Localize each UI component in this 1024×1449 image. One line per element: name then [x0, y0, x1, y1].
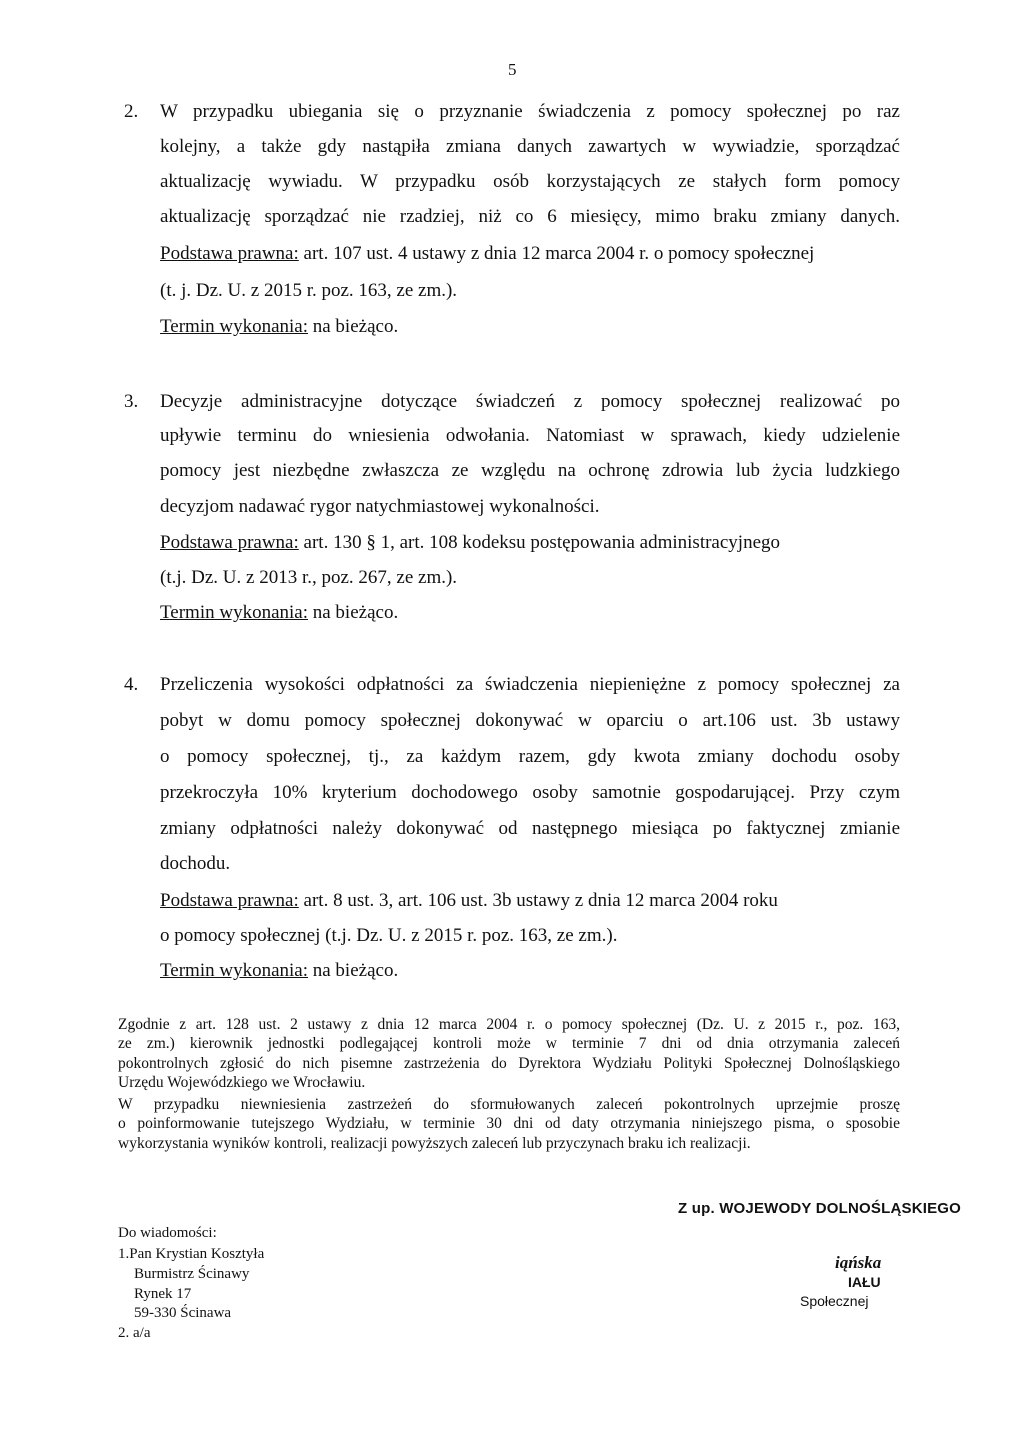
legal-basis-continued: o pomocy społecznej (t.j. Dz. U. z 2015 r. poz. 163, ze zm.).	[160, 925, 618, 946]
paragraph-line: przekroczyła 10% kryterium dochodowego osoby samotnie gospodarującej. Przy czym	[160, 782, 900, 803]
distribution-heading: Do wiadomości:	[118, 1225, 217, 1241]
paragraph-line: pomocy jest niezbędne zwłaszcza ze względu na ochronę zdrowia lub życia ludzkiego	[160, 460, 900, 481]
deadline	[160, 316, 900, 338]
legal-basis-label: Podstawa prawna:	[160, 532, 299, 553]
paragraph-line: o pomocy społecznej, tj., za każdym razem, gdy kwota zmiany dochodu osoby	[160, 746, 900, 767]
deadline-label: Termin wykonania:	[160, 960, 308, 981]
footnote-line: ze zm.) kierownik jednostki podlegającej kontroli może w terminie 7 dni od dnia otrzymania zaleceń	[118, 1035, 900, 1052]
item-number: 4.	[124, 674, 139, 695]
paragraph-line: Decyzje administracyjne dotyczące świadczeń z pomocy społecznej realizować po	[160, 391, 900, 412]
paragraph-line: pobyt w domu pomocy społecznej dokonywać w oparciu o art.106 ust. 3b ustawy	[160, 710, 900, 731]
paragraph-line: aktualizację wywiadu. W przypadku osób korzystających ze stałych form pomocy	[160, 171, 900, 192]
legal-basis-label: Podstawa prawna:	[160, 243, 299, 264]
footnote-line: Urzędu Wojewódzkiego we Wrocławiu.	[118, 1074, 366, 1091]
distribution-item: 2. a/a	[118, 1325, 151, 1341]
legal-basis-text: art. 130 § 1, art. 108 kodeksu postępowania administracyjnego	[298, 532, 781, 553]
footnote-line: pokontrolnych zgłosić do nich pisemne zastrzeżenia do Dyrektora Wydziału Polityki Społecznej Dolnośląskiego	[118, 1055, 900, 1072]
paragraph-line: zmiany odpłatności należy dokonywać od następnego miesiąca po faktycznej zmianie	[160, 818, 900, 839]
stamp-title: Z up. WOJEWODY DOLNOŚLĄSKIEGO	[678, 1200, 962, 1217]
deadline-label: Termin wykonania:	[160, 316, 308, 337]
item-number: 2.	[124, 101, 139, 122]
stamp-name: iąńska	[835, 1253, 882, 1272]
footnote-line: W przypadku niewniesienia zastrzeżeń do sformułowanych zaleceń pokontrolnych uprzejmie proszę	[118, 1096, 900, 1113]
paragraph-line: decyzjom nadawać rygor natychmiastowej wykonalności.	[160, 496, 600, 517]
footnote-line: o poinformowanie tutejszego Wydziału, w terminie 30 dni od daty otrzymania niniejszego pisma, o sposobie	[118, 1115, 900, 1132]
legal-basis-label: Podstawa prawna:	[160, 890, 299, 911]
deadline-label: Termin wykonania:	[160, 602, 308, 623]
legal-basis-text: art. 8 ust. 3, art. 106 ust. 3b ustawy z dnia 12 marca 2004 roku	[298, 890, 778, 911]
deadline-value: na bieżąco.	[308, 960, 399, 981]
deadline-value: na bieżąco.	[308, 316, 399, 337]
legal-basis-continued: (t. j. Dz. U. z 2015 r. poz. 163, ze zm.).	[160, 280, 458, 301]
footnote-line: wykorzystania wyników kontroli, realizacji powyższych zaleceń lub przyczynach braku ich realizacji.	[118, 1135, 751, 1152]
distribution-item: Burmistrz Ścinawy	[134, 1266, 250, 1282]
legal-basis-continued: (t.j. Dz. U. z 2013 r., poz. 267, ze zm.).	[160, 567, 458, 588]
paragraph-line: kolejny, a także gdy nastąpiła zmiana danych zawartych w wywiadzie, sporządzać	[160, 136, 900, 157]
paragraph-line: W przypadku ubiegania się o przyznanie świadczenia z pomocy społecznej po raz	[160, 101, 900, 122]
stamp-line: Społecznej	[800, 1293, 869, 1309]
distribution-item: 59-330 Ścinawa	[134, 1305, 232, 1321]
paragraph-line: Przeliczenia wysokości odpłatności za świadczenia niepieniężne z pomocy społecznej za	[160, 674, 900, 695]
paragraph-line: aktualizację sporządzać nie rzadziej, niż co 6 miesięcy, mimo braku zmiany danych.	[160, 206, 900, 227]
deadline	[160, 960, 900, 982]
stamp-line: IAŁU	[848, 1274, 881, 1290]
deadline	[160, 602, 900, 624]
paragraph-line: upływie terminu do wniesienia odwołania. Natomiast w sprawach, kiedy udzielenie	[160, 425, 900, 446]
legal-basis	[160, 243, 900, 265]
footnote-line: Zgodnie z art. 128 ust. 2 ustawy z dnia 12 marca 2004 r. o pomocy społecznej (Dz. U. z 2015 r., poz. 163,	[118, 1016, 900, 1033]
deadline-value: na bieżąco.	[308, 602, 399, 623]
legal-basis	[160, 890, 900, 912]
legal-basis-text: art. 107 ust. 4 ustawy z dnia 12 marca 2004 r. o pomocy społecznej	[298, 243, 815, 264]
item-number: 3.	[124, 391, 139, 412]
page-number: 5	[508, 60, 517, 79]
paragraph-line: dochodu.	[160, 853, 231, 874]
distribution-item: Rynek 17	[134, 1286, 192, 1302]
legal-basis	[160, 532, 900, 554]
distribution-item: 1.Pan Krystian Kosztyła	[118, 1246, 265, 1262]
